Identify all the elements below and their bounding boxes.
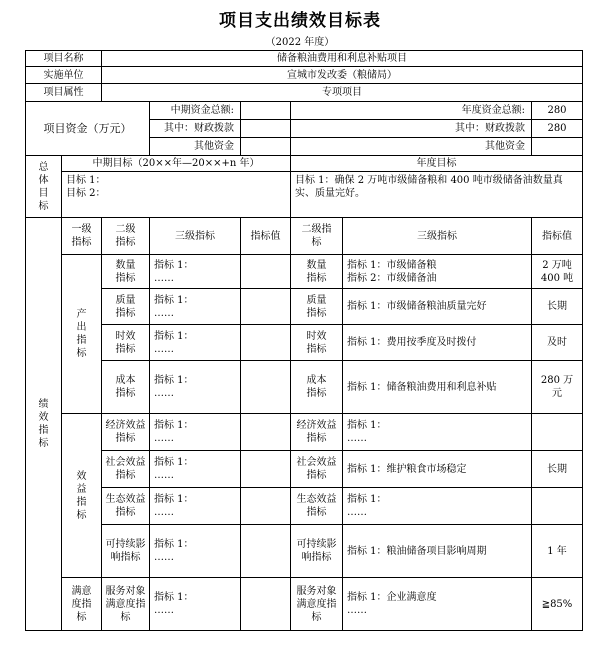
perf-header-val-year: 指标值 bbox=[532, 218, 583, 255]
mid-fiscal-label: 其中：财政拨款 bbox=[150, 120, 241, 138]
row-year-line: 指标 1： bbox=[347, 494, 387, 505]
year-total-value: 280 bbox=[532, 102, 583, 120]
row-mid-line: 指标 1： bbox=[154, 539, 194, 550]
mid-total-label: 中期资金总额: bbox=[150, 102, 241, 120]
row-year-line: …… bbox=[347, 507, 367, 518]
row-year-line: …… bbox=[347, 433, 367, 444]
row-mid-line: …… bbox=[154, 552, 174, 563]
perf-header-val: 指标值 bbox=[241, 218, 291, 255]
row-l2-year: 时效指标 bbox=[291, 325, 343, 361]
row-l2-year: 经济效益指标 bbox=[291, 414, 343, 451]
table-row bbox=[26, 525, 583, 578]
row-l2-year: 成本指标 bbox=[291, 361, 343, 414]
row-l2-year: 可持续影响指标 bbox=[291, 525, 343, 578]
project-name-label: 项目名称 bbox=[26, 51, 102, 67]
overall-label: 总体目标 bbox=[26, 156, 62, 218]
row-val-line: 长期 bbox=[532, 451, 583, 488]
project-name-value: 储备粮油费用和利息补贴项目 bbox=[102, 51, 583, 67]
perf-header-l3-year: 三级指标 bbox=[343, 218, 532, 255]
row-mid-line: …… bbox=[154, 388, 174, 399]
year-fiscal-value: 280 bbox=[532, 120, 583, 138]
row-l2: 服务对象满意度指标 bbox=[102, 578, 150, 631]
perf-header-l2-year: 二级指标 bbox=[291, 218, 343, 255]
document-year: （2022 年度） bbox=[265, 37, 335, 48]
row-val-line: 280 万元 bbox=[532, 361, 583, 414]
row-mid-line: …… bbox=[154, 307, 174, 319]
table-row bbox=[26, 255, 583, 289]
overall-year-goal: 目标 1：确保 2 万吨市级储备粮和 400 吨市级储备油数量真实、质量完好。 bbox=[291, 172, 583, 218]
attr-value: 专项项目 bbox=[102, 84, 583, 102]
row-mid-line: …… bbox=[154, 433, 174, 444]
row-year-line: 指标 1：市级储备粮 bbox=[347, 259, 437, 271]
row-val-line: 及时 bbox=[532, 325, 583, 361]
table-row bbox=[26, 361, 583, 414]
row-val-line bbox=[532, 488, 583, 525]
perf-header-l2: 二级指标 bbox=[102, 218, 150, 255]
row-year-line: 指标 2：市级储备油 bbox=[347, 272, 437, 284]
year-fiscal-label: 其中：财政拨款 bbox=[291, 120, 532, 138]
row-year-line: 指标 1：市级储备粮油质量完好 bbox=[343, 289, 532, 325]
row-l2-year: 质量指标 bbox=[291, 289, 343, 325]
row-mid-line: 指标 1： bbox=[154, 330, 194, 342]
overall-mid-goals: 目标 1： 目标 2： bbox=[62, 172, 291, 218]
overall-year-header: 年度目标 bbox=[291, 156, 583, 172]
row-mid-line: 指标 1： bbox=[154, 494, 194, 505]
row-year-line: 指标 1：储备粮油费用和利息补贴 bbox=[343, 361, 532, 414]
row-l2: 质量指标 bbox=[102, 289, 150, 325]
table-row bbox=[26, 289, 583, 325]
row-l2-year: 服务对象满意度指标 bbox=[291, 578, 343, 631]
row-l2: 数量指标 bbox=[102, 255, 150, 289]
effect-label: 效益指标 bbox=[62, 414, 102, 578]
row-year-line: 指标 1： bbox=[347, 420, 387, 431]
row-year-line: 指标 1：粮油储备项目影响周期 bbox=[343, 525, 532, 578]
table-row bbox=[26, 451, 583, 488]
row-l2: 成本指标 bbox=[102, 361, 150, 414]
mid-total-value bbox=[241, 102, 291, 120]
row-mid-line: …… bbox=[154, 605, 174, 616]
perf-header-l1: 一级指标 bbox=[62, 218, 102, 255]
row-mid-line: 指标 1： bbox=[154, 420, 194, 431]
overall-mid-header: 中期目标（20××年—20××+n 年） bbox=[62, 156, 291, 172]
unit-value: 宣城市发改委（粮储局） bbox=[102, 67, 583, 84]
year-other-label: 其他资金 bbox=[291, 138, 532, 156]
year-total-label: 年度资金总额: bbox=[291, 102, 532, 120]
row-l2: 时效指标 bbox=[102, 325, 150, 361]
row-mid-line: …… bbox=[154, 272, 174, 284]
perf-header-l3: 三级指标 bbox=[150, 218, 241, 255]
row-year-line: 指标 1：费用按季度及时拨付 bbox=[343, 325, 532, 361]
row-mid-line: …… bbox=[154, 343, 174, 355]
row-year-line: 指标 1：维护粮食市场稳定 bbox=[343, 451, 532, 488]
row-val-line: 400 吨 bbox=[540, 272, 574, 284]
row-mid-line: 指标 1： bbox=[154, 592, 194, 603]
satisfaction-label: 满意度指标 bbox=[62, 578, 102, 631]
row-l2: 生态效益指标 bbox=[102, 488, 150, 525]
attr-label: 项目属性 bbox=[26, 84, 102, 102]
row-val-line: 2 万吨 bbox=[542, 259, 572, 271]
table-row bbox=[26, 578, 583, 631]
row-mid-line: …… bbox=[154, 507, 174, 518]
row-l2-year: 社会效益指标 bbox=[291, 451, 343, 488]
row-l2: 社会效益指标 bbox=[102, 451, 150, 488]
row-l2: 经济效益指标 bbox=[102, 414, 150, 451]
mid-other-label: 其他资金 bbox=[150, 138, 241, 156]
row-mid-line: 指标 1： bbox=[154, 259, 194, 271]
year-other-value bbox=[532, 138, 583, 156]
output-label: 产出指标 bbox=[62, 255, 102, 414]
row-val-line: 长期 bbox=[532, 289, 583, 325]
row-val-line: ≧85% bbox=[532, 578, 583, 631]
table-row bbox=[26, 414, 583, 451]
row-l2-year: 数量指标 bbox=[291, 255, 343, 289]
row-year-line: …… bbox=[347, 605, 367, 616]
row-l2-year: 生态效益指标 bbox=[291, 488, 343, 525]
row-val-line: 1 年 bbox=[532, 525, 583, 578]
performance-goal-table bbox=[25, 50, 583, 631]
mid-fiscal-value bbox=[241, 120, 291, 138]
table-row bbox=[26, 488, 583, 525]
row-l2: 可持续影响指标 bbox=[102, 525, 150, 578]
row-year-line: 指标 1：企业满意度 bbox=[347, 592, 437, 603]
row-mid-line: 指标 1： bbox=[154, 294, 194, 306]
unit-label: 实施单位 bbox=[26, 67, 102, 84]
funds-label: 项目资金（万元） bbox=[26, 102, 150, 156]
row-mid-line: …… bbox=[154, 470, 174, 481]
table-row bbox=[26, 325, 583, 361]
row-mid-line: 指标 1： bbox=[154, 375, 194, 386]
perf-label: 绩效指标 bbox=[26, 218, 62, 631]
row-mid-line: 指标 1： bbox=[154, 457, 194, 468]
mid-other-value bbox=[241, 138, 291, 156]
document-title: 项目支出绩效目标表 bbox=[219, 11, 381, 31]
row-val-line bbox=[532, 414, 583, 451]
